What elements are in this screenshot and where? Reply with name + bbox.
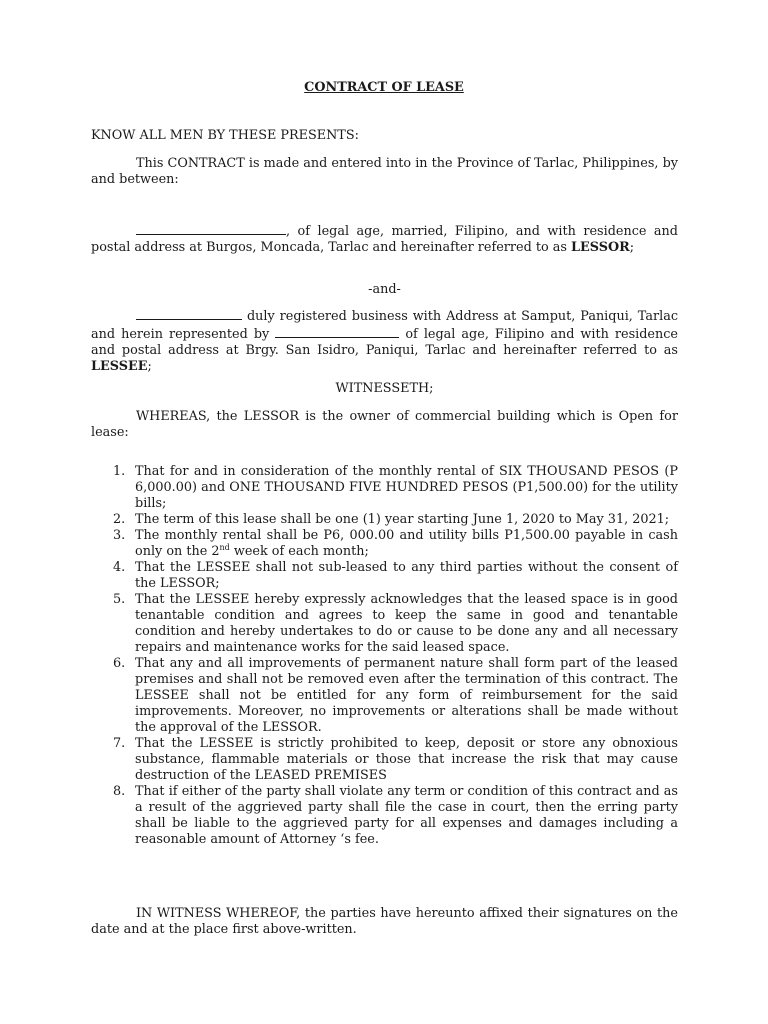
list-item: 8. That if either of the party shall violate any term or condition of this contract and as a result of the aggrieved party shall file the case in court, then the erring party shall be liable to the aggrieved party for all expenses and damages including a reasonable amount of Attorney ‘s fee. [113,784,678,847]
witness-clause: IN WITNESS WHEREOF, the parties have hereunto affixed their signatures on the date and at the place first above-written. [91,906,678,937]
list-item: 4. That the LESSEE shall not sub-leased to any third parties without the consent of the LESSOR; [113,560,678,591]
list-item: 3. The monthly rental shall be P6, 000.00 and utility bills P1,500.00 payable in cash only on the 2nd week of each month; [113,528,678,559]
lessee-end: ; [147,359,152,374]
business-name-blank [136,307,242,320]
lessor-name-blank [136,222,286,235]
lessee-text-2: of legal age, Filipino and with residence and postal address at Brgy. San Isidro, Paniqui, Tarlac and hereinafter referred to as [91,327,678,358]
list-item: 6. That any and all improvements of permanent nature shall form part of the leased premises and shall not be removed even after the termination of this contract. The LESSEE shall not be entitled for any form of reimbursement for the said improvements. Moreover, no improvements or alterations shall be made without the approval of the LESSOR. [113,656,678,735]
lessor-label: LESSOR [571,240,630,255]
lessee-paragraph [91,307,678,375]
list-item: 1. That for and in consideration of the monthly rental of SIX THOUSAND PESOS (P 6,000.00) and ONE THOUSAND FIVE HUNDRED PESOS (P1,500.00) for the utility bills; [113,464,678,511]
representative-name-blank [275,325,399,338]
lessor-text: , of legal age, married, Filipino, and with residence and postal address at Burgos, Moncada, Tarlac and hereinafter referred to as [91,224,678,255]
whereas-paragraph: WHEREAS, the LESSOR is the owner of commercial building which is Open for lease: [91,409,678,440]
intro-paragraph: This CONTRACT is made and entered into in the Province of Tarlac, Philippines, by and between: [91,156,678,187]
contract-title: CONTRACT OF LEASE [304,80,464,95]
lessor-paragraph [91,222,678,256]
terms-list [91,464,678,848]
and-separator: -and- [368,282,401,297]
ordinal-suffix: nd [219,543,230,552]
list-item: 2. The term of this lease shall be one (1) year starting June 1, 2020 to May 31, 2021; [113,512,670,527]
lessor-end: ; [629,240,635,255]
list-item: 5. That the LESSEE hereby expressly acknowledges that the leased space is in good tenantable condition and agrees to keep the same in good and tenantable condition and hereby undertakes to do or cause to be done any and all necessary repairs and maintenance works for the said leased space. [113,592,678,655]
list-item: 7. That the LESSEE is strictly prohibited to keep, deposit or store any obnoxious substance, flammable materials or those that increase the risk that may cause destruction of the LEASED PREMISES [113,736,678,783]
lessee-text-1: duly registered business with Address at Samput, Paniqui, Tarlac and herein represented by [91,309,678,342]
lessee-label: LESSEE [91,359,148,374]
witnesseth-heading: WITNESSETH; [335,381,434,396]
greeting: KNOW ALL MEN BY THESE PRESENTS: [91,128,359,143]
